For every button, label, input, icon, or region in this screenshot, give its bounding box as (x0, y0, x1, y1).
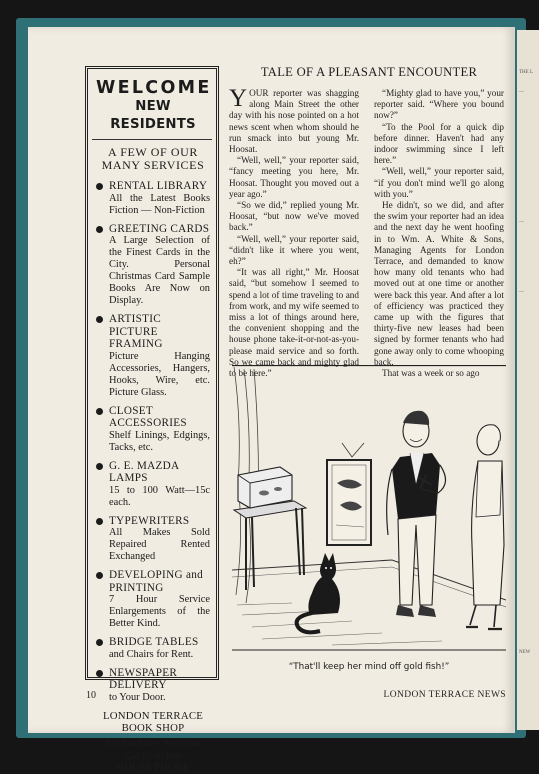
fish-picture-drawing (327, 443, 371, 545)
bullet-icon (96, 408, 103, 415)
article-paragraph: YOUR reporter was shagging along Main Street the other day with his nose pointed on a hot news scent when whom should he run smack into but young Mr. Hoosat. (229, 85, 359, 155)
adjacent-page-edge: THE L — — — NEW (517, 30, 539, 730)
ad-divider (92, 139, 212, 140)
ad-service-desc: A Large Selection of the Finest Cards in the City. Personal Christmas Card Sample Books Are Now on Display. (109, 235, 210, 306)
man-with-hammer-drawing (387, 411, 446, 617)
article-paragraph: “Well, well,” your reporter said, “fancy meeting you here, Mr. Hoosat. Thought you moved out a year ago.” (229, 155, 359, 199)
ad-service-item (96, 460, 210, 509)
woman-drawing (466, 425, 504, 629)
shop-name-line1: LONDON TERRACE (102, 709, 204, 722)
ad-subheading-line2: MANY SERVICES (101, 158, 205, 172)
bullet-icon (96, 518, 103, 525)
article-column-left (229, 85, 359, 379)
ad-service-desc: 7 Hour Service Enlargements of the Better Kind. (109, 594, 210, 629)
ad-service-desc: 15 to 100 Watt—15c each. (109, 484, 210, 508)
ad-service-item (96, 636, 210, 661)
article-paragraph: “So we did,” replied young Mr. Hoosat, “but now we've moved back.” (229, 200, 359, 233)
article-title: TALE OF A PLEASANT ENCOUNTER (260, 65, 478, 79)
ad-services-list (96, 180, 210, 704)
cartoon-caption: “That'll keep her mind off gold fish!” (288, 662, 450, 672)
ad-service-item (96, 180, 210, 217)
ad-shop-info (96, 710, 210, 774)
ad-service-title: GREETING CARDS (109, 222, 210, 235)
article-paragraph: That was a week or so ago (382, 368, 480, 379)
ad-service-item (96, 667, 210, 704)
ad-service-title: ARTISTIC PICTURE FRAMING (109, 313, 163, 350)
article-paragraph: “Well, well,” your reporter said, “if you don't mind we'll go along with you.” (374, 166, 504, 199)
article-paragraph: “Well, well,” your reporter said, “didn't like it where you went, eh?” (229, 233, 359, 267)
bullet-icon (96, 183, 103, 190)
page-number: 10 (86, 690, 96, 701)
ad-service-desc: Picture Hanging Accessories, Hangers, Hooks, Wire, etc. Picture Glass. (109, 350, 210, 398)
shop-name-line2: BOOK SHOP (121, 722, 185, 734)
drop-cap: Y (229, 85, 248, 112)
article-column-right (374, 88, 504, 379)
ad-service-item (96, 223, 210, 308)
ad-welcome-heading: WELCOME (96, 78, 212, 98)
ad-service-item (96, 405, 210, 454)
bullet-icon (96, 670, 103, 677)
shop-address: 219 Ninth Ave., New York (105, 737, 201, 748)
ad-service-title: TYPEWRITERS (109, 514, 190, 527)
ad-service-desc: to Your Door. (109, 691, 166, 703)
ad-service-item (96, 515, 210, 564)
ad-new-residents-heading: NEW RESIDENTS (110, 99, 196, 132)
bullet-icon (96, 572, 103, 579)
ad-subheading (96, 146, 210, 172)
ad-service-title: CLOSET ACCESSORIES (109, 404, 187, 429)
ad-service-title: DEVELOPING and PRINTING (109, 569, 203, 594)
article-paragraph: “To the Pool for a quick dip before dinner. Haven't had any indoor swimming since I left here.” (374, 121, 504, 166)
ad-service-title: BRIDGE TABLES (109, 636, 199, 648)
ad-subheading-line1: A FEW OF OUR (108, 145, 198, 159)
cartoon-illustration (232, 365, 506, 651)
bookshop-advertisement (85, 66, 219, 773)
ad-service-desc: Shelf Linings, Edgings, Tacks, etc. (109, 429, 210, 453)
ad-service-title: G. E. MAZDA LAMPS (109, 459, 179, 484)
bullet-icon (96, 639, 103, 646)
ad-service-item (96, 569, 210, 630)
bullet-icon (96, 226, 103, 233)
ad-service-desc: All Makes Sold Repaired Rented Exchanged (109, 527, 210, 562)
bullet-icon (96, 463, 103, 470)
table-drawing (234, 467, 306, 590)
article-paragraph: “Mighty glad to have you,” your reporter said. “Where you bound now?” (374, 88, 504, 121)
bullet-icon (96, 316, 103, 323)
shop-phone: HOUSE PHONE (116, 761, 190, 773)
ad-service-desc: All the Latest Books Fiction — Non-Fiction (109, 192, 210, 216)
ad-service-desc: and Chairs for Rent. (109, 648, 194, 660)
ad-service-title: NEWSPAPER DELIVERY (109, 666, 178, 691)
ad-service-item (96, 313, 210, 399)
article-paragraph: “It was all right,” Mr. Hoosat said, “but somehow I seemed to spend a lot of time traveling to and from work, and my wife seemed to miss a lot of things around here, the convenient shopping and the house phone take-it-or-not-as-you-please maid service and so forth. So we came back and mighty glad to be here.” (229, 267, 359, 379)
ad-service-title: RENTAL LIBRARY (109, 180, 208, 192)
publication-footer: LONDON TERRACE NEWS (383, 690, 506, 700)
shop-call-text: Call Us on Your (124, 750, 182, 761)
article-paragraph: He didn't, so we did, and after the swim your reporter had an idea and the next day he went hoofing in to Wm. A. White & Sons, Managing Agents for London Terrace, and demanded to know how many old tenants who had moved out at one time or another were back this year. And after a lot of efficiency was practiced they came up with the figures that thirty-five new leases had been signed by former tenants who had gone away only to come whooping back. (374, 200, 504, 367)
